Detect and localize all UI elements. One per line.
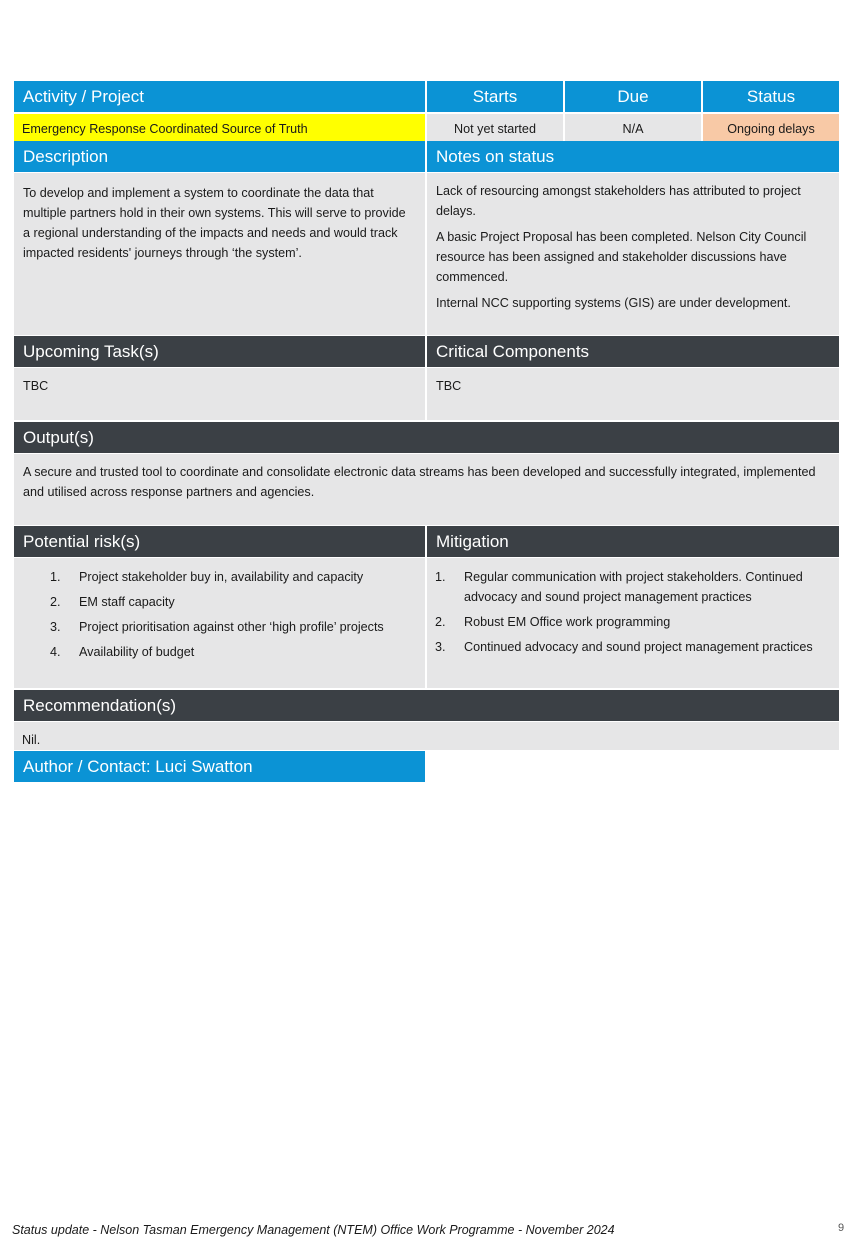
description-text: To develop and implement a system to coordinate the data that multiple partners hold in their own systems. This will serve to provide a regional understanding of the impacts and needs and would track impacted residents' journeys through ‘the system’. (14, 173, 425, 335)
list-number: 3. (50, 620, 61, 634)
author-contact: Author / Contact: Luci Swatton (14, 751, 425, 782)
list-number: 4. (50, 645, 61, 659)
notes-paragraph: Lack of resourcing amongst stakeholders has attributed to project delays. (436, 184, 801, 218)
mitigation-list (435, 567, 831, 657)
list-text: Project stakeholder buy in, availability and capacity (79, 570, 364, 584)
list-item (50, 592, 417, 612)
list-text: EM staff capacity (79, 595, 175, 609)
due-value: N/A (565, 114, 701, 141)
notes-heading: Notes on status (427, 141, 839, 172)
header-due: Due (565, 81, 701, 112)
list-item (50, 617, 417, 637)
notes-paragraph: Internal NCC supporting systems (GIS) are under development. (436, 296, 791, 310)
page-footer: Status update - Nelson Tasman Emergency Management (NTEM) Office Work Programme - November 2024 (12, 1223, 615, 1237)
list-text: Continued advocacy and sound project management practices (464, 640, 813, 654)
list-number: 1. (50, 570, 61, 584)
list-item (435, 637, 831, 657)
recommendations-text: Nil. (14, 722, 839, 750)
list-text: Regular communication with project stakeholders. Continued advocacy and sound project management practices (464, 570, 803, 604)
starts-value: Not yet started (427, 114, 563, 141)
upcoming-tasks-heading: Upcoming Task(s) (14, 336, 425, 367)
list-item (50, 567, 417, 587)
description-heading: Description (14, 141, 425, 172)
recommendations-heading: Recommendation(s) (14, 690, 839, 721)
upcoming-tasks-text: TBC (14, 368, 425, 420)
potential-risks-heading: Potential risk(s) (14, 526, 425, 557)
critical-components-heading: Critical Components (427, 336, 839, 367)
header-status: Status (703, 81, 839, 112)
header-starts: Starts (427, 81, 563, 112)
risks-list-container (14, 558, 425, 688)
output-heading: Output(s) (14, 422, 839, 453)
list-number: 2. (435, 615, 446, 629)
list-item (50, 642, 417, 662)
notes-body (427, 173, 839, 335)
critical-components-text: TBC (427, 368, 839, 420)
list-item (435, 567, 831, 607)
list-text: Availability of budget (79, 645, 195, 659)
output-text: A secure and trusted tool to coordinate and consolidate electronic data streams has been developed and successfully integrated, implemented and utilised across response partners and agencies. (14, 454, 839, 525)
mitigation-list-container (427, 558, 839, 688)
mitigation-heading: Mitigation (427, 526, 839, 557)
list-text: Project prioritisation against other ‘high profile’ projects (79, 620, 384, 634)
list-text: Robust EM Office work programming (464, 615, 671, 629)
risks-list (50, 567, 417, 662)
header-activity-project: Activity / Project (14, 81, 425, 112)
page-number: 9 (838, 1222, 845, 1234)
list-number: 2. (50, 595, 61, 609)
list-number: 3. (435, 640, 446, 654)
list-item (435, 612, 831, 632)
status-badge: Ongoing delays (703, 114, 839, 141)
notes-paragraph: A basic Project Proposal has been completed. Nelson City Council resource has been assigned and stakeholder discussions have commenced. (436, 230, 807, 284)
list-number: 1. (435, 570, 446, 584)
project-name-cell: Emergency Response Coordinated Source of Truth (14, 114, 425, 141)
